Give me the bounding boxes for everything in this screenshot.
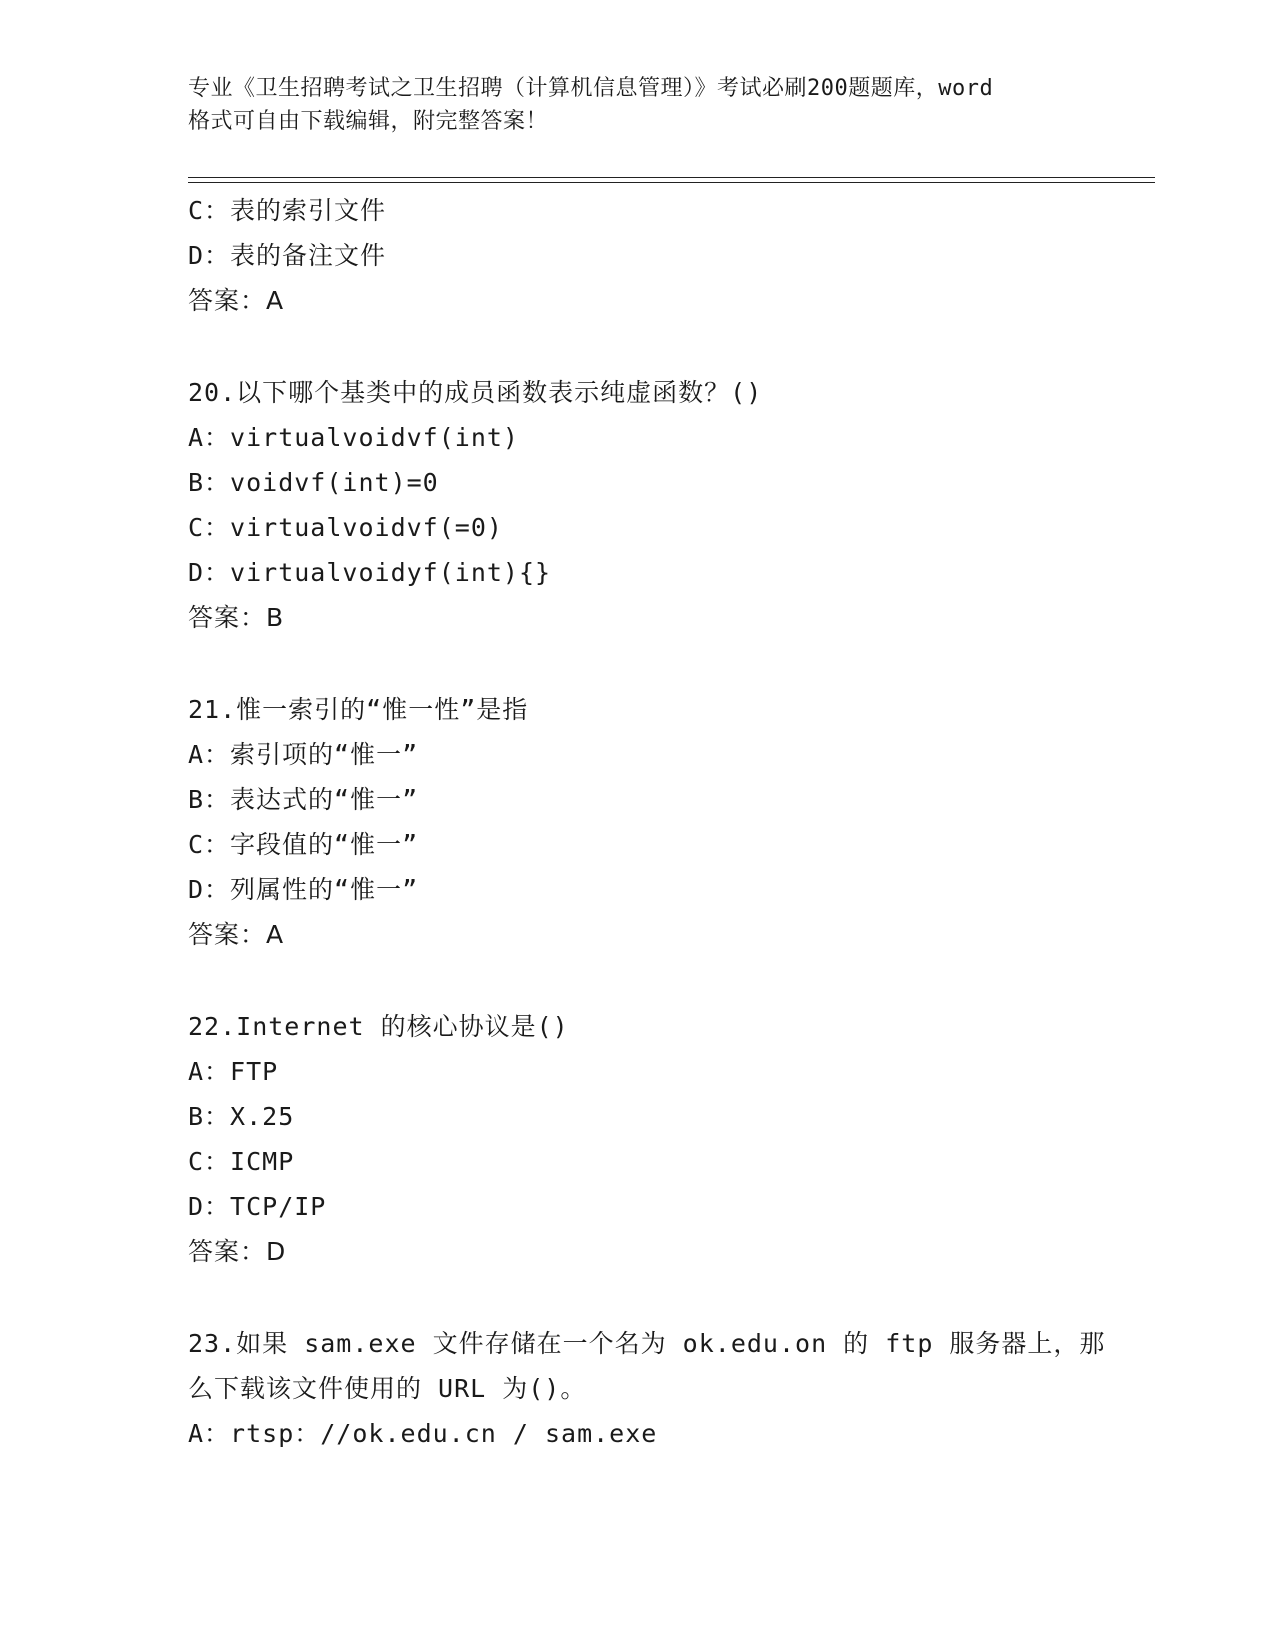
question-21 (188, 687, 1088, 957)
option-a: A：virtualvoidvf(int) (188, 423, 519, 452)
document-header (188, 72, 1088, 138)
question-22 (188, 1004, 1088, 1274)
option-c: C：表的索引文件 (188, 196, 387, 225)
option-d: D：表的备注文件 (188, 241, 387, 270)
answer-line: 答案：D (188, 1237, 287, 1266)
question-23 (188, 1321, 1106, 1456)
question-text-line-1: 23.如果 sam.exe 文件存储在一个名为 ok.edu.on 的 ftp 服务器上，那 (188, 1329, 1106, 1358)
question-text: 20.以下哪个基类中的成员函数表示纯虚函数？() (188, 378, 763, 407)
option-b: B：voidvf(int)=0 (188, 468, 439, 497)
question-text-line-2: 么下载该文件使用的 URL 为()。 (188, 1374, 587, 1403)
question-text: 22.Internet 的核心协议是() (188, 1012, 569, 1041)
option-c: C：字段值的“惟一” (188, 830, 419, 859)
option-a: A：FTP (188, 1057, 279, 1086)
header-line-2: 格式可自由下载编辑，附完整答案！ (188, 109, 549, 134)
option-a: A：rtsp：//ok.edu.cn / sam.exe (188, 1419, 658, 1448)
option-b: B：X.25 (188, 1102, 295, 1131)
answer-line: 答案：A (188, 286, 285, 315)
question-list (188, 188, 1106, 1456)
answer-line: 答案：A (188, 920, 285, 949)
option-b: B：表达式的“惟一” (188, 785, 419, 814)
header-divider (188, 177, 1155, 187)
option-c: C：virtualvoidvf(=0) (188, 513, 503, 542)
option-d: D：virtualvoidyf(int){} (188, 558, 552, 587)
question-text: 21.惟一索引的“惟一性”是指 (188, 695, 529, 724)
question-20 (188, 370, 1088, 640)
header-line-1: 专业《卫生招聘考试之卫生招聘（计算机信息管理）》考试必刷200题题库，word (188, 76, 994, 101)
option-d: D：TCP/IP (188, 1192, 327, 1221)
answer-line: 答案：B (188, 603, 285, 632)
option-c: C：ICMP (188, 1147, 295, 1176)
question-19-tail (188, 188, 1088, 323)
option-d: D：列属性的“惟一” (188, 875, 419, 904)
option-a: A：索引项的“惟一” (188, 740, 419, 769)
